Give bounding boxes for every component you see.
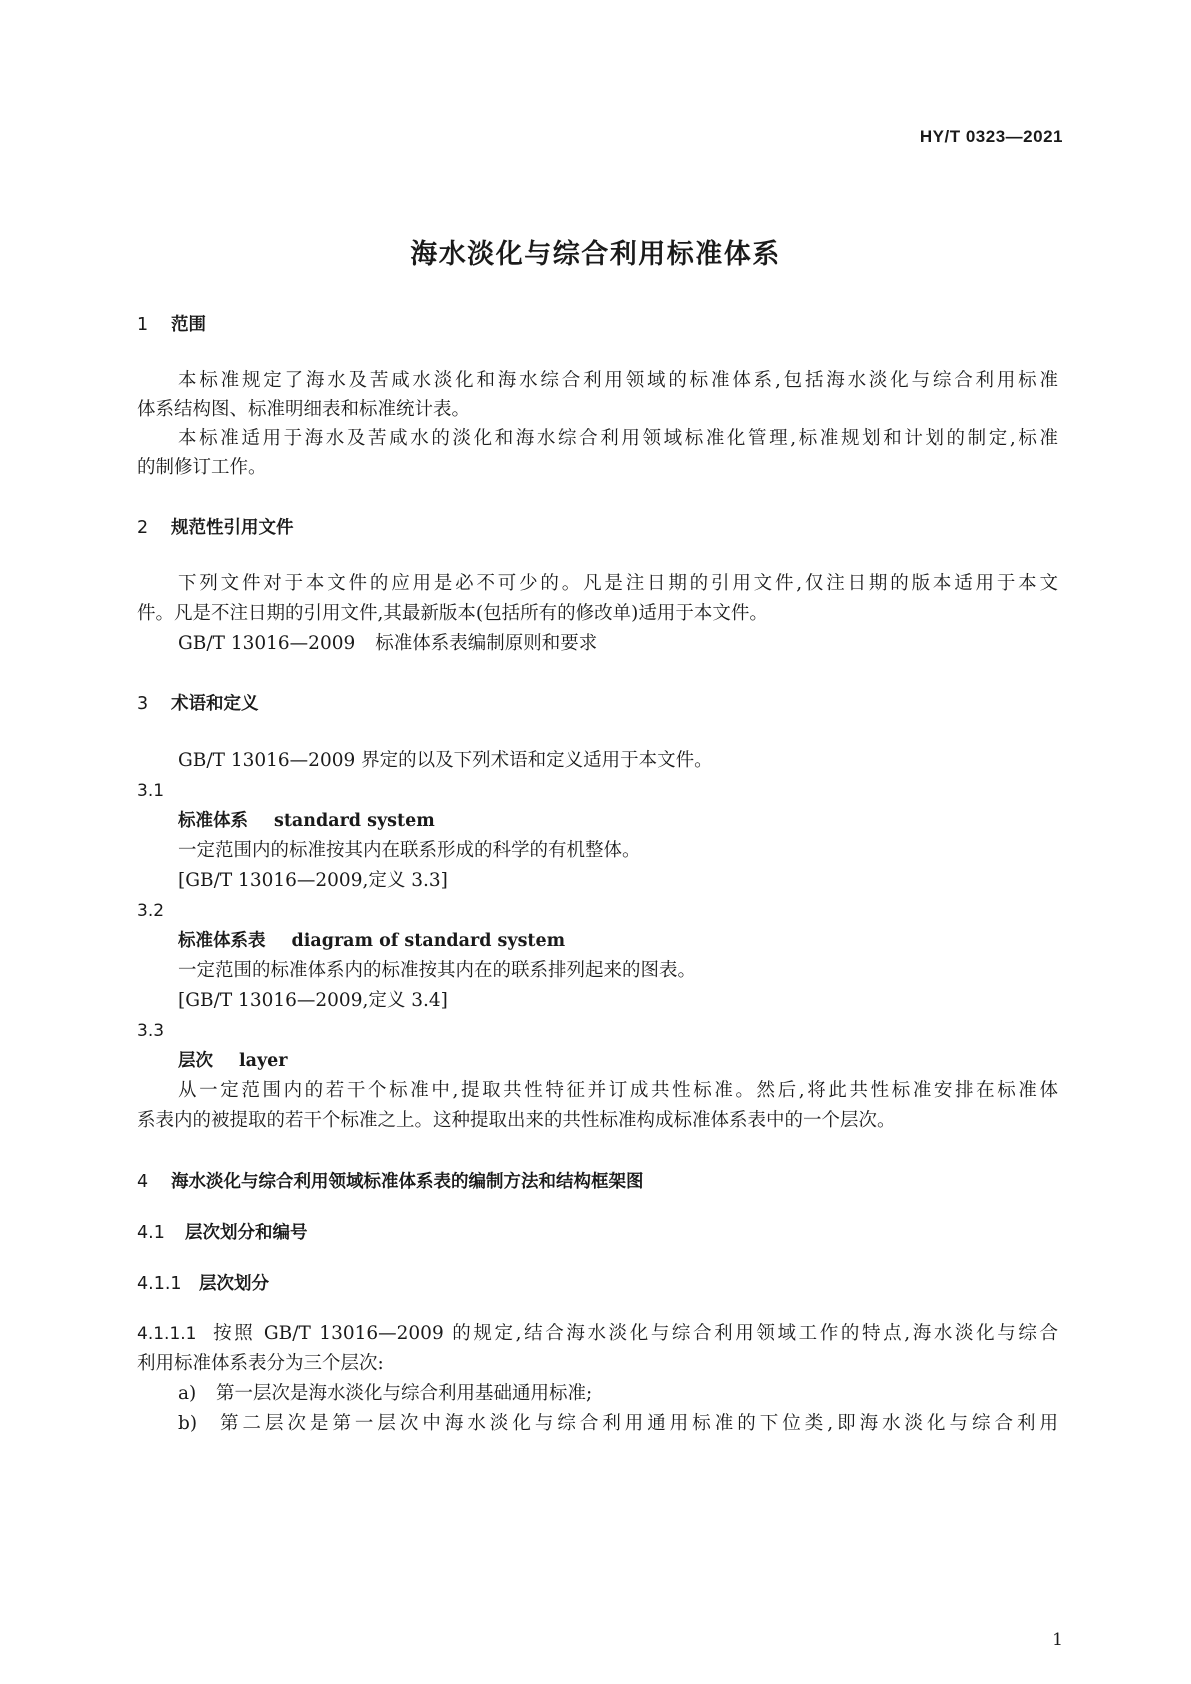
section-1-heading	[137, 311, 1058, 339]
paragraph-line: 下列文件对于本文件的应用是必不可少的。凡是注日期的引用文件,仅注日期的版本适用于本文	[178, 573, 1058, 594]
term-chinese: 层次	[178, 1051, 213, 1071]
reference-code: GB/T 13016—2009	[178, 633, 356, 654]
term-english: layer	[239, 1051, 288, 1071]
term-english: standard system	[274, 811, 435, 831]
subsection-4-1-heading	[137, 1219, 1058, 1247]
paragraph-line: 利用标准体系表分为三个层次:	[137, 1353, 384, 1374]
standard-code: HY/T 0323—2021	[919, 127, 1063, 146]
document-title: 海水淡化与综合利用标准体系	[410, 239, 781, 270]
term-chinese: 标准体系	[178, 811, 248, 831]
term-chinese: 标准体系表	[178, 931, 266, 951]
section-title: 术语和定义	[171, 694, 259, 714]
subsection-number: 4.1	[137, 1223, 165, 1243]
term-definition: 从一定范围内的若干个标准中,提取共性特征并订成共性标准。然后,将此共性标准安排在标准体	[178, 1080, 1058, 1101]
section-2-heading	[137, 514, 1058, 542]
subsection-title: 层次划分和编号	[185, 1223, 308, 1243]
list-marker: b)	[178, 1413, 198, 1434]
term-number: 3.1	[137, 781, 165, 801]
section-number: 3	[137, 694, 149, 714]
term-definition: 系表内的被提取的若干个标准之上。这种提取出来的共性标准构成标准体系表中的一个层次。	[137, 1110, 896, 1131]
list-text: 第一层次是海水淡化与综合利用基础通用标准;	[216, 1383, 593, 1404]
clause-number: 4.1.1.1	[137, 1324, 197, 1344]
term-english: diagram of standard system	[291, 931, 566, 951]
section-3-heading	[137, 690, 1058, 718]
section-number: 4	[137, 1172, 149, 1192]
section-number: 1	[137, 315, 149, 335]
paragraph-line: 体系结构图、标准明细表和标准统计表。	[137, 399, 471, 420]
subsection-4-1-1-heading	[137, 1270, 1058, 1298]
section-title: 规范性引用文件	[171, 518, 294, 538]
paragraph-line: 本标准规定了海水及苦咸水淡化和海水综合利用领域的标准体系,包括海水淡化与综合利用标准	[178, 370, 1058, 391]
page-number: 1	[1052, 1630, 1063, 1650]
term-source: [GB/T 13016—2009,定义 3.3]	[178, 870, 448, 891]
term-source: [GB/T 13016—2009,定义 3.4]	[178, 990, 448, 1011]
subsection-number: 4.1.1	[137, 1274, 182, 1294]
term-number: 3.2	[137, 901, 165, 921]
normative-reference	[178, 630, 1058, 658]
term-definition: 一定范围的标准体系内的标准按其内在的联系排列起来的图表。	[178, 960, 697, 981]
reference-title: 标准体系表编制原则和要求	[375, 633, 598, 654]
list-text: 第二层次是第一层次中海水淡化与综合利用通用标准的下位类,即海水淡化与综合利用	[216, 1413, 1058, 1434]
term-entry	[178, 927, 1058, 955]
term-entry	[178, 1047, 1058, 1075]
list-item	[178, 1380, 1058, 1408]
paragraph-line: 的制修订工作。	[137, 457, 267, 478]
paragraph-line: GB/T 13016—2009 界定的以及下列术语和定义适用于本文件。	[178, 750, 713, 771]
section-title: 范围	[171, 315, 206, 335]
term-definition: 一定范围内的标准按其内在联系形成的科学的有机整体。	[178, 840, 641, 861]
section-4-heading	[137, 1168, 1058, 1196]
paragraph-line: 本标准适用于海水及苦咸水的淡化和海水综合利用领域标准化管理,标准规划和计划的制定,标准	[178, 428, 1058, 449]
clause-text: 按照 GB/T 13016—2009 的规定,结合海水淡化与综合利用领域工作的特点,海水淡化与综合	[210, 1323, 1058, 1344]
term-entry	[178, 807, 1058, 835]
list-item	[178, 1410, 1058, 1438]
clause-4-1-1-1-line	[137, 1320, 1058, 1348]
term-number: 3.3	[137, 1021, 165, 1041]
section-number: 2	[137, 518, 149, 538]
section-title: 海水淡化与综合利用领域标准体系表的编制方法和结构框架图	[171, 1172, 644, 1192]
paragraph-line: 件。凡是不注日期的引用文件,其最新版本(包括所有的修改单)适用于本文件。	[137, 603, 768, 624]
subsection-title: 层次划分	[199, 1274, 269, 1294]
list-marker: a)	[178, 1383, 197, 1404]
